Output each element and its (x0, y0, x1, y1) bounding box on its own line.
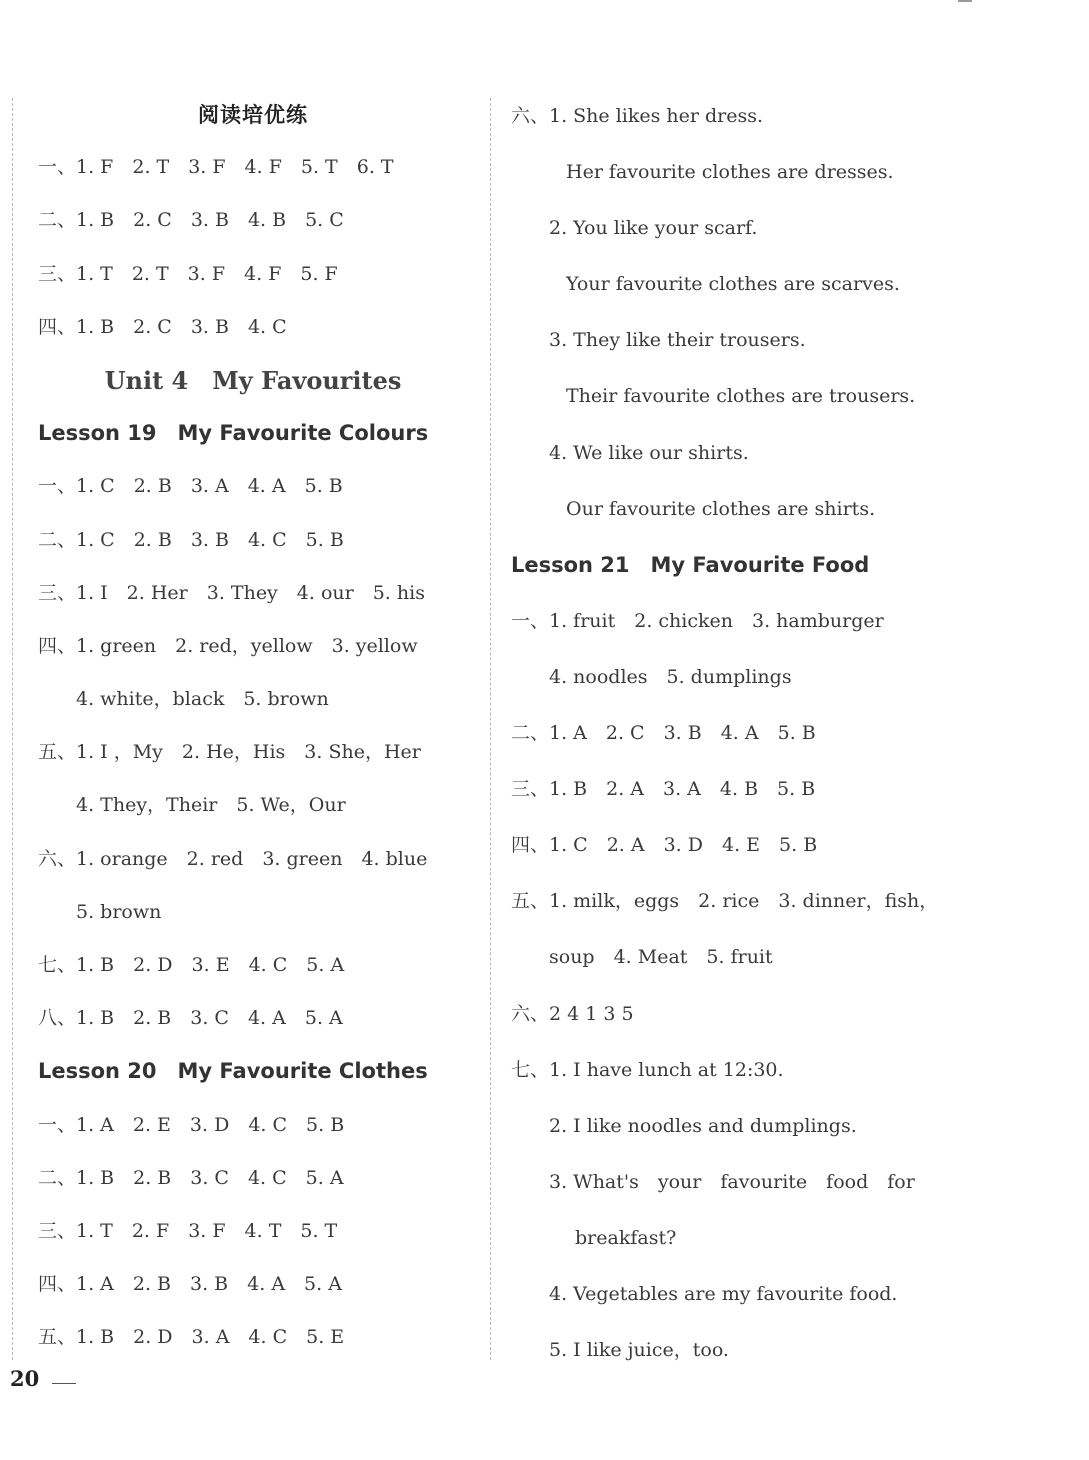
answer-line: 4. white，black 5. brown (76, 688, 329, 711)
answer-line: 三、1. B 2. A 3. A 4. B 5. B (511, 778, 816, 801)
answer-line: 2. I like noodles and dumplings. (549, 1114, 857, 1137)
left-margin-dashed-line (12, 98, 13, 1360)
answer-line: Our favourite clothes are shirts. (566, 497, 876, 520)
answer-line: 4. We like our shirts. (549, 441, 749, 464)
answer-line: 4. They，Their 5. We，Our (76, 794, 346, 817)
answer-line: 二、1. B 2. B 3. C 4. C 5. A (38, 1166, 344, 1189)
lesson-19-title: Lesson 19 My Favourite Colours (38, 421, 429, 446)
answer-line: breakfast? (575, 1226, 677, 1249)
answer-line: 七、1. I have lunch at 12:30. (511, 1058, 784, 1081)
page-number: 20 (10, 1366, 40, 1391)
answer-line: 二、1. A 2. C 3. B 4. A 5. B (511, 722, 816, 745)
answer-line: 一、1. A 2. E 3. D 4. C 5. B (38, 1113, 345, 1136)
answer-line: 3. They like their trousers. (549, 329, 806, 352)
answer-line: 三、1. T 2. F 3. F 4. T 5. T (38, 1219, 338, 1242)
answer-line: 五、1. B 2. D 3. A 4. C 5. E (38, 1326, 345, 1349)
answer-line: 一、1. C 2. B 3. A 4. A 5. B (38, 475, 343, 498)
answer-line: 5. brown (76, 900, 162, 923)
answer-line: Your favourite clothes are scarves. (566, 273, 900, 296)
answer-line: 一、1. F 2. T 3. F 4. F 5. T 6. T (38, 156, 394, 179)
answer-line: soup 4. Meat 5. fruit (549, 946, 773, 969)
answer-line: 六、2 4 1 3 5 (511, 1002, 634, 1025)
answer-line: 四、1. C 2. A 3. D 4. E 5. B (511, 834, 818, 857)
answer-line: 二、1. B 2. C 3. B 4. B 5. C (38, 209, 344, 232)
answer-line: 七、1. B 2. D 3. E 4. C 5. A (38, 954, 345, 976)
answer-line: 六、1. orange 2. red 3. green 4. blue (38, 847, 428, 870)
lesson-20-title: Lesson 20 My Favourite Clothes (38, 1059, 428, 1084)
answer-line: 三、1. I 2. Her 3. They 4. our 5. his (38, 581, 425, 604)
answer-line: 四、1. green 2. red，yellow 3. yellow (38, 634, 418, 657)
unit-title: Unit 4 My Favourites (104, 365, 402, 395)
answer-line: 3. What's your favourite food for (549, 1170, 915, 1193)
left-column (38, 88, 468, 1365)
answer-line: 二、1. C 2. B 3. B 4. C 5. B (38, 528, 344, 551)
answer-line: 4. noodles 5. dumplings (549, 665, 792, 688)
page-number-rule (52, 1383, 76, 1384)
right-column (511, 88, 971, 1378)
answer-line: 六、1. She likes her dress. (511, 105, 764, 127)
column-divider-dashed-line (490, 98, 491, 1360)
reading-practice-title: 阅读培优练 (198, 102, 308, 127)
answer-line: 四、1. A 2. B 3. B 4. A 5. A (38, 1273, 342, 1296)
answer-line: 4. Vegetables are my favourite food. (549, 1282, 898, 1305)
page-edge-mark (958, 0, 972, 2)
answer-line: 三、1. T 2. T 3. F 4. F 5. F (38, 262, 338, 285)
answer-line: Her favourite clothes are dresses. (566, 161, 894, 184)
lesson-21-title: Lesson 21 My Favourite Food (511, 552, 870, 577)
answer-line: 四、1. B 2. C 3. B 4. C (38, 315, 287, 338)
answer-line: 八、1. B 2. B 3. C 4. A 5. A (38, 1007, 343, 1030)
answer-line: 5. I like juice，too. (549, 1339, 729, 1362)
answer-line: Their favourite clothes are trousers. (566, 385, 916, 408)
answer-line: 五、1. milk，eggs 2. rice 3. dinner，fish， (511, 890, 939, 913)
answer-line: 2. You like your scarf. (549, 217, 758, 240)
answer-line: 一、1. fruit 2. chicken 3. hamburger (511, 609, 884, 632)
answer-line: 五、1. I ，My 2. He，His 3. She，Her (38, 741, 421, 764)
